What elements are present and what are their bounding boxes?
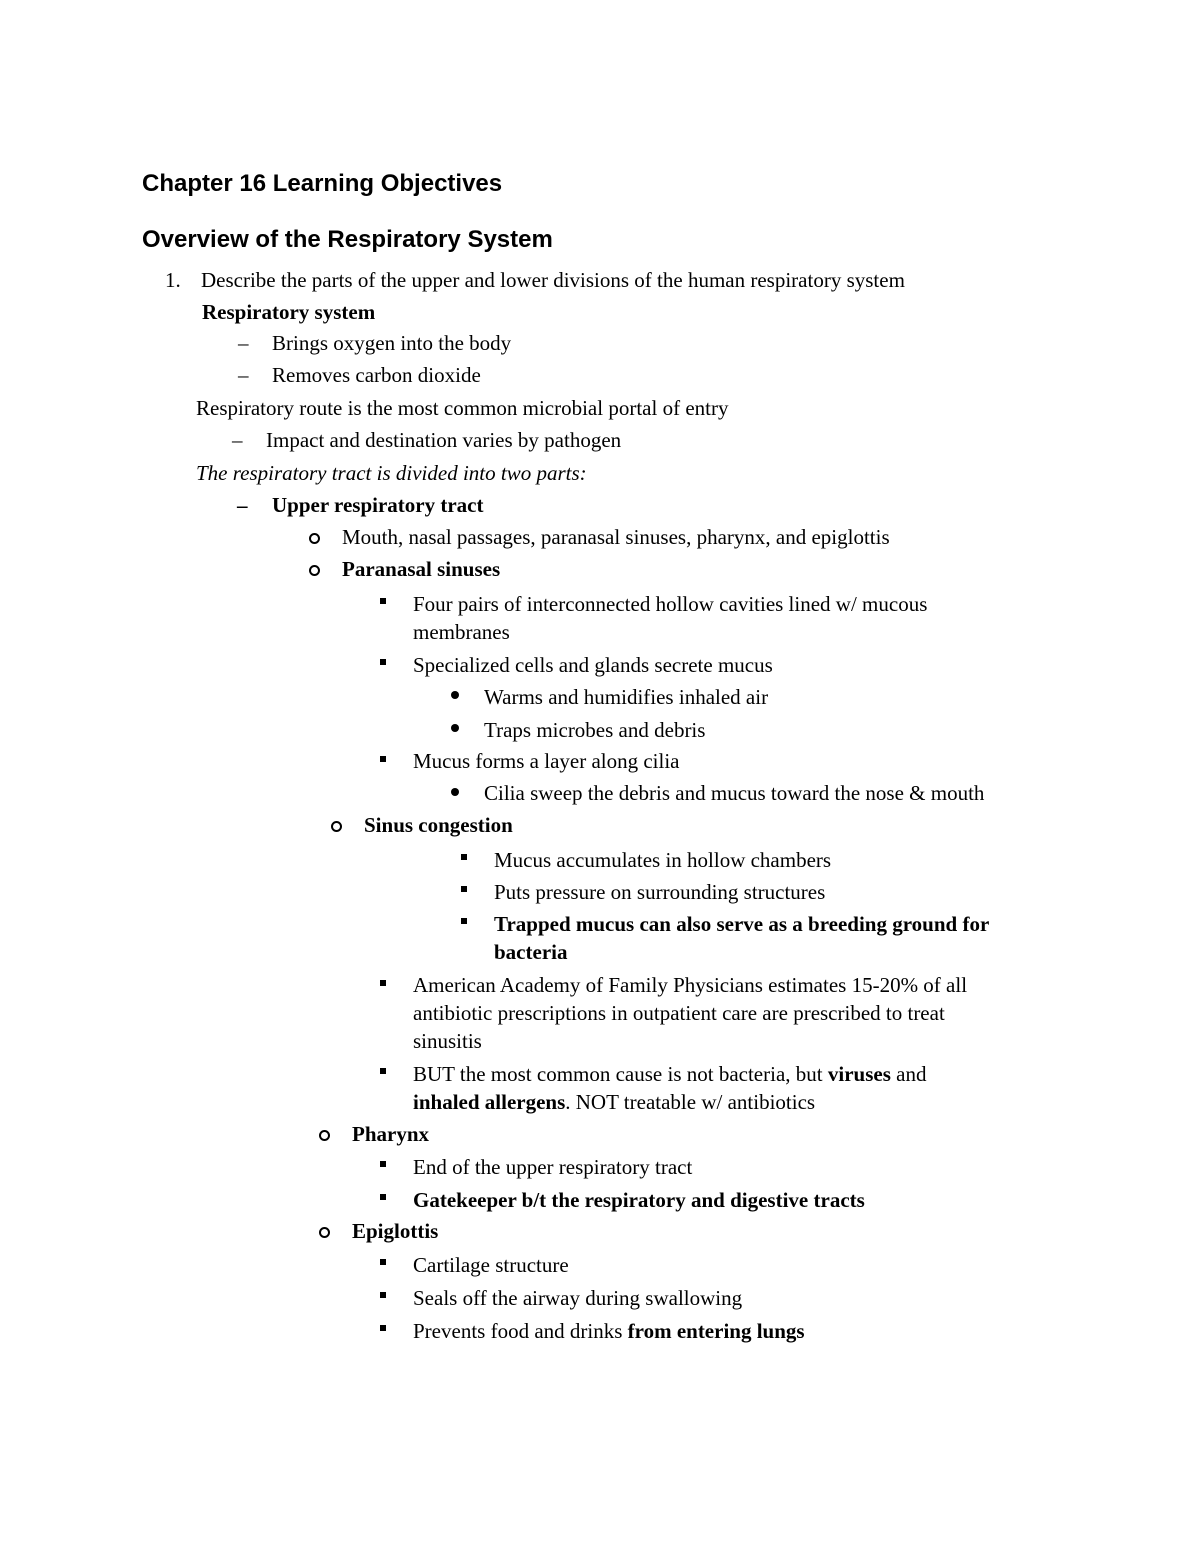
- circle-bullet-icon: [331, 821, 342, 832]
- square-bullet-icon: [380, 980, 386, 986]
- list-item-continued: membranes: [413, 620, 510, 644]
- section-heading: Overview of the Respiratory System: [142, 226, 553, 253]
- list-item: End of the upper respiratory tract: [413, 1155, 693, 1179]
- bold-text-run: inhaled allergens: [413, 1090, 566, 1114]
- dash-bullet: –: [238, 331, 249, 355]
- list-item-continued: sinusitis: [413, 1029, 482, 1053]
- objective-number: 1.: [165, 268, 181, 292]
- text-run: and: [890, 1062, 927, 1086]
- square-bullet-icon: [380, 1194, 386, 1200]
- square-bullet-icon: [461, 918, 467, 924]
- objective-text: Describe the parts of the upper and lower divisions of the human respiratory system: [201, 268, 905, 292]
- square-bullet-icon: [380, 1325, 386, 1331]
- square-bullet-icon: [461, 854, 467, 860]
- list-item: American Academy of Family Physicians estimates 15-20% of all: [413, 973, 968, 997]
- square-bullet-icon: [380, 1068, 386, 1074]
- circle-bullet-icon: [309, 533, 320, 544]
- list-item-continued: bacteria: [494, 940, 568, 964]
- square-bullet-icon: [380, 659, 386, 665]
- text-run: . NOT treatable w/ antibiotics: [565, 1090, 816, 1114]
- text-run: BUT the most common cause is not bacteria, but: [413, 1062, 828, 1086]
- list-item: Impact and destination varies by pathogen: [266, 428, 622, 452]
- list-item: Cartilage structure: [413, 1253, 569, 1277]
- circle-bullet-icon: [319, 1130, 330, 1141]
- square-bullet-icon: [380, 756, 386, 762]
- dot-bullet-icon: [451, 691, 459, 699]
- paranasal-heading: Paranasal sinuses: [342, 557, 501, 581]
- dash-bullet: –: [232, 428, 243, 452]
- pharynx-heading: Pharynx: [352, 1122, 430, 1146]
- dash-bullet: –: [237, 493, 248, 517]
- list-item: Mucus accumulates in hollow chambers: [494, 848, 832, 872]
- dot-bullet-icon: [451, 724, 459, 732]
- list-item-continued: [413, 1088, 815, 1116]
- respiratory-system-heading: Respiratory system: [202, 300, 376, 324]
- bold-text-run: viruses: [827, 1062, 891, 1086]
- list-item: Puts pressure on surrounding structures: [494, 880, 826, 904]
- circle-bullet-icon: [309, 565, 320, 576]
- dot-bullet-icon: [451, 788, 459, 796]
- divided-note: The respiratory tract is divided into two parts:: [196, 461, 587, 485]
- list-item: Mouth, nasal passages, paranasal sinuses, pharynx, and epiglottis: [342, 525, 890, 549]
- list-item: Brings oxygen into the body: [272, 331, 512, 355]
- list-item: [413, 1317, 805, 1345]
- square-bullet-icon: [380, 1259, 386, 1265]
- list-item: [413, 1060, 926, 1088]
- list-item: Cilia sweep the debris and mucus toward the nose & mouth: [484, 781, 985, 805]
- bold-text-run: from entering lungs: [627, 1319, 805, 1343]
- list-item: Warms and humidifies inhaled air: [484, 685, 769, 709]
- list-item: Removes carbon dioxide: [272, 363, 481, 387]
- upper-tract-heading: Upper respiratory tract: [272, 493, 484, 517]
- list-item-continued: antibiotic prescriptions in outpatient care are prescribed to treat: [413, 1001, 945, 1025]
- square-bullet-icon: [380, 1161, 386, 1167]
- dash-bullet: –: [238, 363, 249, 387]
- list-item: Specialized cells and glands secrete mucus: [413, 653, 773, 677]
- list-item: Mucus forms a layer along cilia: [413, 749, 680, 773]
- document-title: Chapter 16 Learning Objectives: [142, 170, 503, 197]
- square-bullet-icon: [380, 598, 386, 604]
- sinus-congestion-heading: Sinus congestion: [364, 813, 513, 837]
- list-item: Traps microbes and debris: [484, 718, 706, 742]
- square-bullet-icon: [380, 1292, 386, 1298]
- list-item: Four pairs of interconnected hollow cavities lined w/ mucous: [413, 592, 928, 616]
- square-bullet-icon: [461, 886, 467, 892]
- text-run: Prevents food and drinks: [413, 1319, 628, 1343]
- list-item: Trapped mucus can also serve as a breeding ground for: [494, 912, 990, 936]
- list-item: Seals off the airway during swallowing: [413, 1286, 743, 1310]
- circle-bullet-icon: [319, 1227, 330, 1238]
- list-item: Gatekeeper b/t the respiratory and digestive tracts: [413, 1188, 865, 1212]
- route-text: Respiratory route is the most common microbial portal of entry: [196, 396, 729, 420]
- epiglottis-heading: Epiglottis: [352, 1219, 439, 1243]
